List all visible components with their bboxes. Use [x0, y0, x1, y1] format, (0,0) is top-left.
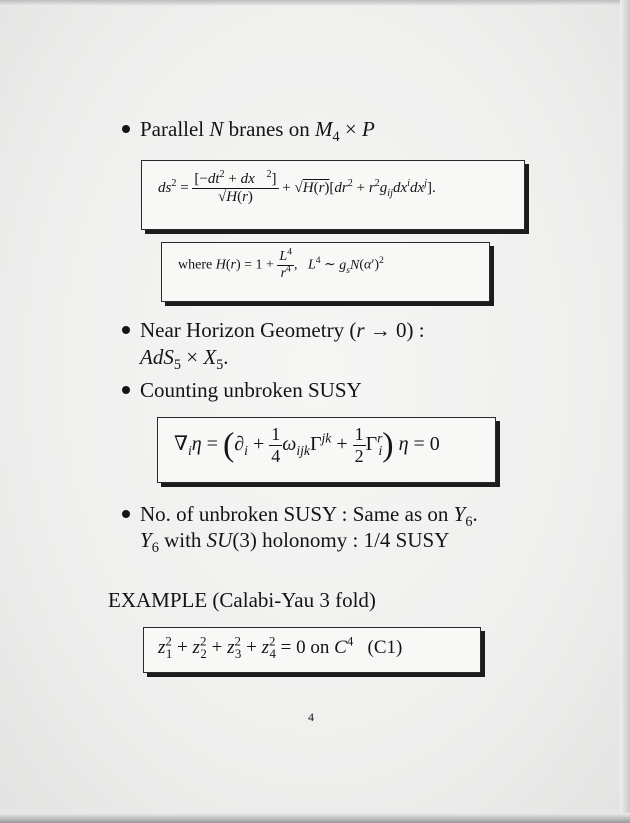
scan-edge-bottom	[0, 813, 630, 823]
page-number: 4	[308, 710, 314, 724]
harmonic-function-equation: where H(r) = 1 + $\frac{L^4}{r^4}$ , $L^4$ ∼ $g_sN(\alpha')^2$	[178, 247, 384, 281]
bullet-counting-susy	[122, 378, 362, 403]
bullet-dot-icon	[122, 386, 130, 394]
bullet-unbroken-susy: No. of unbroken SUSY : Same as on $Y_6$.	[122, 502, 478, 527]
killing-spinor-equation: $\nabla_i\eta = (\partial_i$ + $\frac{1}{4}$ $\omega_{ijk}\Gamma^{jk}$ + $\frac{1}{2}$ $\Gamma^r_i$) η = 0	[174, 424, 440, 466]
holonomy-line: $Y_6$ with SU(3) holonomy : 1/4 SUSY	[140, 528, 450, 557]
bullet-parallel-branes: Parallel N branes on $M_4 \times P$	[122, 117, 375, 142]
bullet-dot-icon	[122, 125, 130, 133]
calabi-yau-equation: $z^2_1 + z^2_2 + z^2_3 + z^2_4 = 0$ on $C^4$ (C1)	[158, 633, 403, 661]
metric-equation: $ds^2$ = $\frac{[-dt^2 + dx⃗^2]}{√H(r)}$ + $√H(r)[dr^2 + r^2g_{ij}dx^idx^j]$.	[158, 169, 436, 205]
near-horizon-result: $AdS_5 \times X_5$.	[140, 345, 229, 374]
scan-edge-right	[620, 0, 630, 823]
bullet-dot-icon	[122, 510, 130, 518]
calabi-yau-box	[143, 627, 481, 673]
bullet-dot-icon	[122, 326, 130, 334]
bullet-near-horizon: Near Horizon Geometry (r → 0) :	[122, 318, 425, 343]
example-heading: EXAMPLE (Calabi-Yau 3 fold)	[108, 588, 376, 612]
harmonic-function-box	[161, 242, 490, 302]
metric-equation-box	[141, 160, 525, 230]
bullet-text-counting-susy: Counting unbroken SUSY	[140, 378, 362, 402]
killing-spinor-box	[157, 417, 496, 483]
scan-edge-top	[0, 0, 630, 6]
